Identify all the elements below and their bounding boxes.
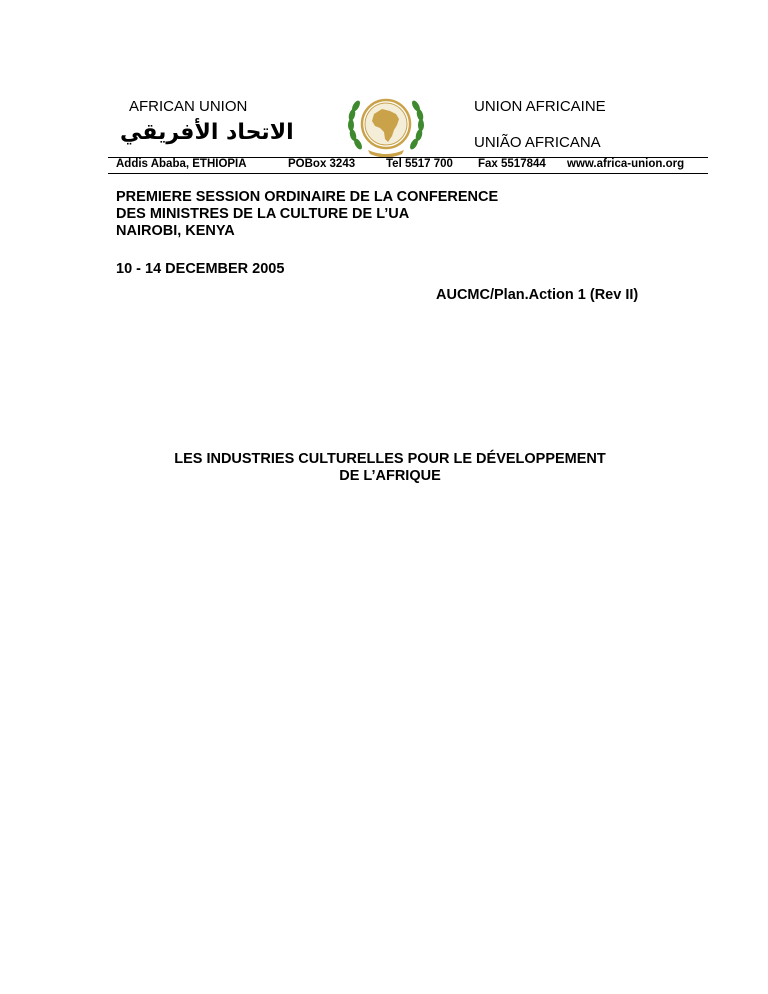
org-name-french: UNION AFRICAINE (474, 98, 606, 115)
address-tel: Tel 5517 700 (386, 158, 453, 170)
meeting-title (116, 189, 498, 240)
meeting-date: 10 - 14 DECEMBER 2005 (116, 261, 285, 277)
org-name-arabic: الاتحاد الأفريقي (120, 120, 294, 145)
address-row (116, 158, 708, 174)
org-name-portuguese: UNIÃO AFRICANA (474, 134, 601, 151)
address-fax: Fax 5517844 (478, 158, 546, 170)
meeting-line-3: NAIROBI, KENYA (116, 223, 235, 239)
meeting-line-2: DES MINISTRES DE LA CULTURE DE L’UA (116, 206, 410, 222)
document-title (120, 451, 660, 485)
african-union-emblem-icon (338, 92, 434, 162)
address-web: www.africa-union.org (567, 158, 685, 170)
address-city: Addis Ababa, ETHIOPIA (116, 158, 247, 170)
org-name-english: AFRICAN UNION (129, 98, 248, 115)
document-title-line-2: DE L’AFRIQUE (339, 468, 441, 484)
header-rule-top (108, 157, 708, 158)
document-reference: AUCMC/Plan.Action 1 (Rev II) (436, 287, 639, 303)
header-rule-bottom (108, 173, 708, 174)
address-pobox: POBox 3243 (288, 158, 356, 170)
document-title-line-1: LES INDUSTRIES CULTURELLES POUR LE DÉVELOPPEMENT (174, 451, 606, 467)
meeting-line-1: PREMIERE SESSION ORDINAIRE DE LA CONFERENCE (116, 189, 499, 205)
